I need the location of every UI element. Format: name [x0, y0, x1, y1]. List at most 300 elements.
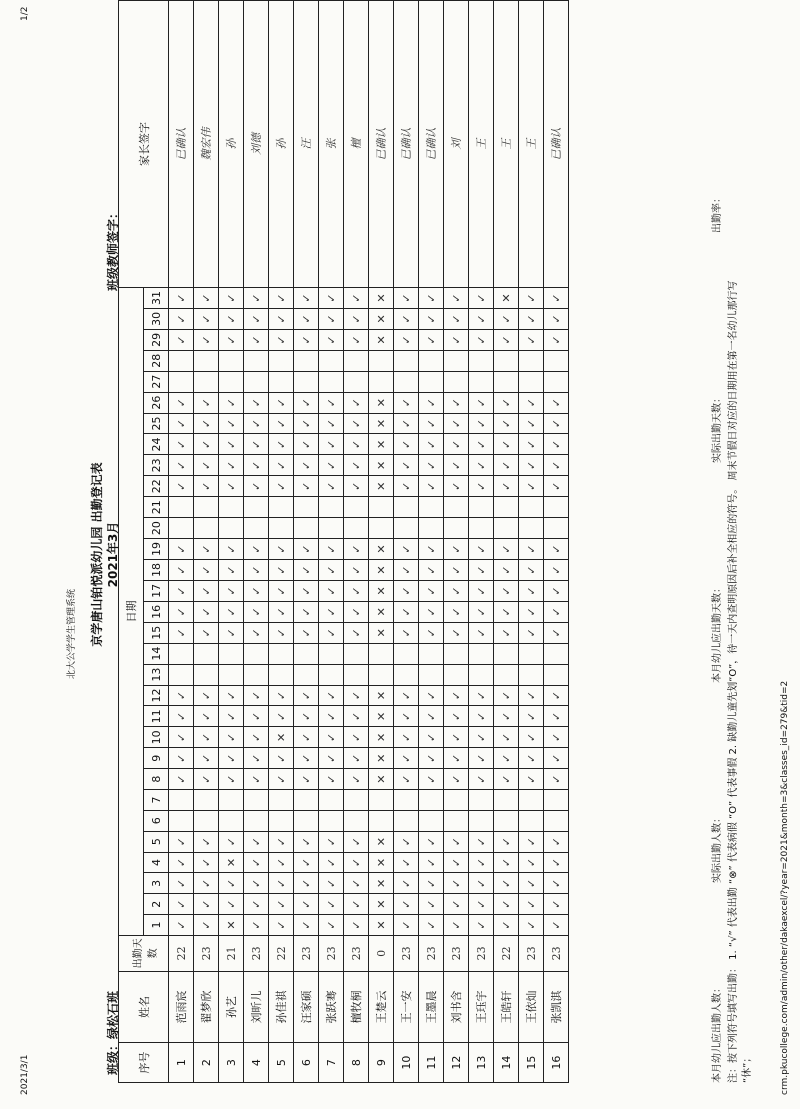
table-row: [494, 1, 519, 1083]
attendance-mark: [194, 497, 219, 518]
attendance-mark: [544, 664, 569, 685]
attendance-mark: [519, 497, 544, 518]
attendance-mark: ✓: [269, 685, 294, 706]
attendance-mark: ✓: [544, 308, 569, 329]
parent-signature: 汪: [294, 1, 319, 288]
attendance-mark: ✓: [519, 413, 544, 434]
attendance-mark: ✓: [319, 288, 344, 309]
attendance-mark: ✓: [394, 831, 419, 852]
attendance-mark: [269, 664, 294, 685]
actual-people-label: 实际出勤人数：: [712, 813, 723, 883]
attendance-mark: ✓: [194, 392, 219, 413]
attendance-mark: [344, 664, 369, 685]
attendance-mark: [344, 497, 369, 518]
attendance-mark: ✓: [269, 769, 294, 790]
attendance-mark: ✓: [344, 308, 369, 329]
attendance-mark: ✓: [444, 685, 469, 706]
attendance-mark: ✓: [169, 413, 194, 434]
table-row: [269, 1, 294, 1083]
attendance-mark: [169, 350, 194, 371]
date-header: 1: [144, 915, 169, 936]
attendance-mark: ✓: [444, 308, 469, 329]
attendance-mark: ✓: [519, 894, 544, 915]
attendance-mark: ✓: [194, 831, 219, 852]
attendance-mark: ✓: [244, 392, 269, 413]
attendance-mark: ✓: [169, 685, 194, 706]
attendance-mark: ✓: [344, 915, 369, 936]
attendance-days: 21: [219, 935, 244, 971]
attendance-mark: ✓: [319, 329, 344, 350]
row-number: 5: [269, 1043, 294, 1083]
attendance-mark: [344, 810, 369, 831]
attendance-mark: ✓: [269, 748, 294, 769]
attendance-mark: [394, 518, 419, 539]
attendance-mark: [219, 664, 244, 685]
attendance-mark: ✓: [419, 685, 444, 706]
attendance-mark: ✓: [469, 455, 494, 476]
attendance-mark: ✓: [219, 329, 244, 350]
attendance-mark: [294, 350, 319, 371]
attendance-mark: ✓: [519, 476, 544, 497]
attendance-mark: ✓: [469, 413, 494, 434]
attendance-mark: [169, 643, 194, 664]
attendance-mark: [544, 790, 569, 811]
attendance-mark: ✓: [194, 329, 219, 350]
attendance-mark: ✓: [219, 539, 244, 560]
attendance-mark: ✓: [244, 329, 269, 350]
attendance-mark: [394, 790, 419, 811]
attendance-mark: ✓: [394, 706, 419, 727]
attendance-mark: ✓: [394, 560, 419, 581]
attendance-mark: ✓: [219, 413, 244, 434]
attendance-mark: [369, 664, 394, 685]
attendance-mark: ✓: [444, 915, 469, 936]
col-days-header: 出勤天数: [119, 935, 169, 971]
attendance-mark: ✕: [369, 831, 394, 852]
attendance-mark: ✓: [344, 539, 369, 560]
attendance-mark: ✓: [494, 539, 519, 560]
attendance-mark: ✓: [194, 413, 219, 434]
row-number: 6: [294, 1043, 319, 1083]
attendance-mark: ✕: [369, 748, 394, 769]
attendance-mark: ✓: [344, 685, 369, 706]
attendance-mark: [444, 371, 469, 392]
student-name: 孙艺: [219, 971, 244, 1043]
attendance-mark: ✓: [319, 601, 344, 622]
student-name: 汪家硕: [294, 971, 319, 1043]
attendance-mark: ✓: [294, 769, 319, 790]
attendance-mark: ✓: [469, 769, 494, 790]
attendance-days: 23: [419, 935, 444, 971]
attendance-mark: [319, 371, 344, 392]
attendance-mark: ✓: [444, 873, 469, 894]
attendance-mark: [219, 350, 244, 371]
attendance-mark: ✓: [544, 873, 569, 894]
table-row: [194, 1, 219, 1083]
attendance-mark: ✓: [319, 748, 344, 769]
attendance-mark: [194, 643, 219, 664]
table-row: [444, 1, 469, 1083]
attendance-mark: ✕: [494, 288, 519, 309]
attendance-mark: [244, 350, 269, 371]
attendance-mark: [219, 518, 244, 539]
attendance-mark: ✓: [444, 622, 469, 643]
student-name: 王墨晨: [419, 971, 444, 1043]
table-row: [469, 1, 494, 1083]
attendance-mark: [294, 497, 319, 518]
attendance-mark: ✓: [519, 580, 544, 601]
attendance-mark: ✓: [419, 434, 444, 455]
attendance-mark: ✓: [244, 476, 269, 497]
attendance-mark: [219, 497, 244, 518]
attendance-mark: ✓: [319, 455, 344, 476]
date-header: 10: [144, 727, 169, 748]
attendance-mark: [244, 810, 269, 831]
row-number: 4: [244, 1043, 269, 1083]
attendance-mark: [419, 497, 444, 518]
attendance-mark: [469, 810, 494, 831]
attendance-mark: [319, 810, 344, 831]
date-header: 22: [144, 476, 169, 497]
attendance-mark: ✓: [169, 329, 194, 350]
attendance-days: 0: [369, 935, 394, 971]
attendance-mark: ✓: [194, 769, 219, 790]
attendance-mark: ✓: [344, 769, 369, 790]
attendance-mark: ✓: [444, 434, 469, 455]
attendance-mark: ✓: [494, 580, 519, 601]
attendance-mark: ✓: [294, 894, 319, 915]
attendance-mark: ✕: [369, 915, 394, 936]
table-row: [244, 1, 269, 1083]
table-row: [319, 1, 344, 1083]
attendance-mark: [169, 810, 194, 831]
attendance-mark: [519, 371, 544, 392]
attendance-mark: ✓: [194, 894, 219, 915]
attendance-mark: ✓: [244, 685, 269, 706]
attendance-mark: ✓: [319, 706, 344, 727]
row-number: 3: [219, 1043, 244, 1083]
attendance-mark: [219, 371, 244, 392]
attendance-mark: ✓: [219, 685, 244, 706]
attendance-mark: ✓: [444, 392, 469, 413]
attendance-mark: ✓: [244, 455, 269, 476]
attendance-mark: ✓: [244, 894, 269, 915]
attendance-mark: ✓: [294, 852, 319, 873]
attendance-mark: [369, 643, 394, 664]
student-name: 范雨宸: [169, 971, 194, 1043]
attendance-mark: ✓: [394, 769, 419, 790]
attendance-mark: ✓: [244, 873, 269, 894]
attendance-mark: [269, 497, 294, 518]
attendance-mark: ✓: [419, 748, 444, 769]
class-label: 班级：绿松石班: [106, 990, 120, 1075]
attendance-days: 22: [169, 935, 194, 971]
attendance-mark: ✓: [294, 915, 319, 936]
attendance-mark: ✓: [469, 685, 494, 706]
parent-signature: 檀: [344, 1, 369, 288]
attendance-mark: ✓: [394, 329, 419, 350]
attendance-mark: [319, 518, 344, 539]
attendance-mark: ✓: [294, 873, 319, 894]
attendance-mark: ✓: [269, 288, 294, 309]
attendance-mark: ✓: [194, 288, 219, 309]
attendance-mark: ✓: [394, 727, 419, 748]
attendance-mark: ✓: [244, 580, 269, 601]
attendance-mark: ✓: [519, 685, 544, 706]
attendance-mark: ✓: [444, 769, 469, 790]
attendance-mark: ✓: [519, 601, 544, 622]
footer-stats: [708, 23, 722, 1083]
attendance-mark: ✓: [444, 476, 469, 497]
parent-signature: 已确认: [419, 1, 444, 288]
attendance-mark: ✓: [344, 894, 369, 915]
attendance-mark: [444, 518, 469, 539]
attendance-mark: ✓: [519, 329, 544, 350]
attendance-mark: ✓: [394, 308, 419, 329]
attendance-mark: ✓: [469, 308, 494, 329]
attendance-mark: ✓: [269, 915, 294, 936]
attendance-mark: ✓: [294, 476, 319, 497]
attendance-mark: ✓: [319, 413, 344, 434]
attendance-mark: ✓: [294, 601, 319, 622]
attendance-mark: ✕: [369, 329, 394, 350]
attendance-mark: ✓: [544, 539, 569, 560]
attendance-mark: [194, 518, 219, 539]
student-name: 王楚云: [369, 971, 394, 1043]
attendance-mark: ✓: [269, 308, 294, 329]
attendance-mark: ✓: [194, 852, 219, 873]
attendance-mark: [494, 497, 519, 518]
attendance-mark: ✕: [369, 476, 394, 497]
attendance-mark: ✓: [344, 434, 369, 455]
parent-signature: 魏宏伟: [194, 1, 219, 288]
attendance-mark: ✓: [494, 727, 519, 748]
attendance-mark: ✓: [294, 706, 319, 727]
attendance-mark: [194, 810, 219, 831]
student-name: 翟梦欣: [194, 971, 219, 1043]
attendance-mark: ✓: [544, 560, 569, 581]
attendance-days: 23: [344, 935, 369, 971]
attendance-mark: ✓: [194, 685, 219, 706]
attendance-mark: [544, 371, 569, 392]
attendance-mark: ✓: [469, 601, 494, 622]
attendance-mark: [419, 664, 444, 685]
student-name: 孙佳祺: [269, 971, 294, 1043]
attendance-mark: ✓: [444, 455, 469, 476]
attendance-table: [118, 0, 569, 1083]
attendance-mark: ✓: [494, 706, 519, 727]
attendance-mark: ✓: [269, 601, 294, 622]
attendance-mark: ✕: [369, 308, 394, 329]
attendance-mark: ✓: [419, 601, 444, 622]
attendance-mark: ✓: [269, 831, 294, 852]
parent-signature: 已确认: [544, 1, 569, 288]
attendance-mark: [344, 518, 369, 539]
date-header: 20: [144, 518, 169, 539]
attendance-days: 22: [494, 935, 519, 971]
attendance-mark: ✓: [294, 455, 319, 476]
attendance-mark: ✓: [244, 560, 269, 581]
attendance-mark: ✕: [369, 392, 394, 413]
row-number: 14: [494, 1043, 519, 1083]
attendance-mark: ✓: [169, 831, 194, 852]
attendance-mark: [444, 350, 469, 371]
attendance-mark: ✓: [419, 706, 444, 727]
attendance-mark: [294, 371, 319, 392]
attendance-days: 23: [469, 935, 494, 971]
parent-signature: 张: [319, 1, 344, 288]
attendance-mark: [444, 497, 469, 518]
attendance-mark: [394, 810, 419, 831]
attendance-mark: ✓: [494, 455, 519, 476]
attendance-mark: ✓: [344, 413, 369, 434]
attendance-mark: ✓: [419, 894, 444, 915]
attendance-mark: ✓: [444, 748, 469, 769]
attendance-mark: ✕: [369, 413, 394, 434]
attendance-mark: [244, 371, 269, 392]
attendance-mark: ✓: [494, 831, 519, 852]
attendance-mark: ✓: [394, 748, 419, 769]
attendance-mark: ✓: [194, 476, 219, 497]
attendance-mark: ✓: [219, 308, 244, 329]
date-header: 25: [144, 413, 169, 434]
attendance-mark: [494, 350, 519, 371]
attendance-mark: ✕: [219, 852, 244, 873]
attendance-mark: [269, 643, 294, 664]
attendance-mark: ✓: [319, 894, 344, 915]
parent-signature: 王: [519, 1, 544, 288]
attendance-mark: ✓: [319, 727, 344, 748]
parent-signature: 孙: [269, 1, 294, 288]
attendance-mark: ✓: [394, 476, 419, 497]
attendance-mark: ✓: [419, 308, 444, 329]
attendance-mark: ✓: [394, 392, 419, 413]
attendance-mark: ✓: [494, 894, 519, 915]
student-name: 张凯淇: [544, 971, 569, 1043]
attendance-mark: ✓: [194, 455, 219, 476]
attendance-mark: [494, 518, 519, 539]
attendance-mark: ✓: [469, 622, 494, 643]
attendance-mark: [544, 518, 569, 539]
attendance-mark: ✓: [544, 852, 569, 873]
attendance-mark: [544, 643, 569, 664]
date-header: 4: [144, 852, 169, 873]
attendance-mark: ✓: [269, 434, 294, 455]
footer-note: 注：按下列符号填写出勤： 1. “√” 代表出勤 “⊗” 代表病假 “O” 代表事假 2. 缺勤儿童先划“O”，待一天内查明原因后补全相应的符号。 周末节假日对应的日期用在第一名幼儿那行写: [728, 280, 739, 1083]
attendance-mark: ✓: [469, 894, 494, 915]
attendance-mark: ✓: [544, 831, 569, 852]
parent-signature: 已确认: [169, 1, 194, 288]
attendance-mark: ✓: [194, 727, 219, 748]
attendance-mark: ✓: [519, 288, 544, 309]
attendance-mark: ✕: [369, 560, 394, 581]
attendance-mark: ✓: [469, 727, 494, 748]
row-number: 12: [444, 1043, 469, 1083]
student-name: 王依灿: [519, 971, 544, 1043]
attendance-mark: ✓: [394, 915, 419, 936]
attendance-mark: ✓: [194, 622, 219, 643]
attendance-mark: ✓: [319, 622, 344, 643]
attendance-mark: ✓: [269, 580, 294, 601]
attendance-mark: ✓: [419, 727, 444, 748]
attendance-mark: ✓: [494, 308, 519, 329]
attendance-mark: ✓: [219, 727, 244, 748]
attendance-mark: [319, 790, 344, 811]
attendance-mark: ✓: [544, 455, 569, 476]
attendance-mark: ✓: [219, 560, 244, 581]
attendance-mark: ✓: [194, 748, 219, 769]
attendance-mark: [319, 664, 344, 685]
date-header: 9: [144, 748, 169, 769]
attendance-mark: ✓: [244, 288, 269, 309]
attendance-mark: [244, 497, 269, 518]
attendance-mark: [294, 664, 319, 685]
parent-signature: 刘德: [244, 1, 269, 288]
attendance-mark: ✓: [444, 601, 469, 622]
print-date: 2021/3/1: [20, 1054, 30, 1095]
attendance-mark: ✓: [444, 560, 469, 581]
attendance-mark: [369, 518, 394, 539]
attendance-mark: ✓: [394, 434, 419, 455]
sheet-title: 京学唐山铂悦派幼儿园 出勤登记表: [90, 462, 104, 647]
row-number: 15: [519, 1043, 544, 1083]
attendance-mark: ✓: [244, 769, 269, 790]
parent-signature: 已确认: [369, 1, 394, 288]
attendance-mark: [444, 790, 469, 811]
attendance-mark: ✓: [469, 852, 494, 873]
attendance-mark: [369, 497, 394, 518]
date-header: 18: [144, 560, 169, 581]
attendance-mark: ✓: [244, 915, 269, 936]
attendance-mark: ✓: [319, 831, 344, 852]
attendance-mark: ✓: [294, 413, 319, 434]
attendance-mark: [194, 350, 219, 371]
attendance-mark: [194, 790, 219, 811]
attendance-mark: ✓: [169, 915, 194, 936]
attendance-mark: [269, 518, 294, 539]
attendance-mark: ✓: [344, 727, 369, 748]
attendance-mark: ✓: [294, 727, 319, 748]
attendance-mark: [269, 810, 294, 831]
attendance-mark: ✓: [419, 329, 444, 350]
attendance-mark: ✓: [219, 455, 244, 476]
system-name: 北大公学学生管理系统: [67, 588, 77, 679]
attendance-mark: ✓: [419, 873, 444, 894]
attendance-mark: ✓: [169, 769, 194, 790]
attendance-mark: [544, 497, 569, 518]
attendance-mark: ✓: [319, 434, 344, 455]
attendance-mark: ✓: [544, 748, 569, 769]
attendance-mark: ✓: [519, 560, 544, 581]
attendance-mark: ✓: [169, 706, 194, 727]
attendance-mark: [469, 790, 494, 811]
attendance-mark: [319, 497, 344, 518]
attendance-mark: ✓: [344, 392, 369, 413]
attendance-mark: [519, 518, 544, 539]
attendance-mark: [294, 810, 319, 831]
attendance-mark: ✓: [294, 539, 319, 560]
attendance-mark: ✓: [419, 413, 444, 434]
date-header: 23: [144, 455, 169, 476]
attendance-mark: ✓: [319, 915, 344, 936]
attendance-mark: [169, 790, 194, 811]
attendance-mark: ✓: [444, 329, 469, 350]
attendance-mark: ✓: [269, 894, 294, 915]
attendance-mark: [469, 371, 494, 392]
attendance-mark: [369, 790, 394, 811]
attendance-mark: ✓: [544, 601, 569, 622]
attendance-mark: ✓: [194, 601, 219, 622]
